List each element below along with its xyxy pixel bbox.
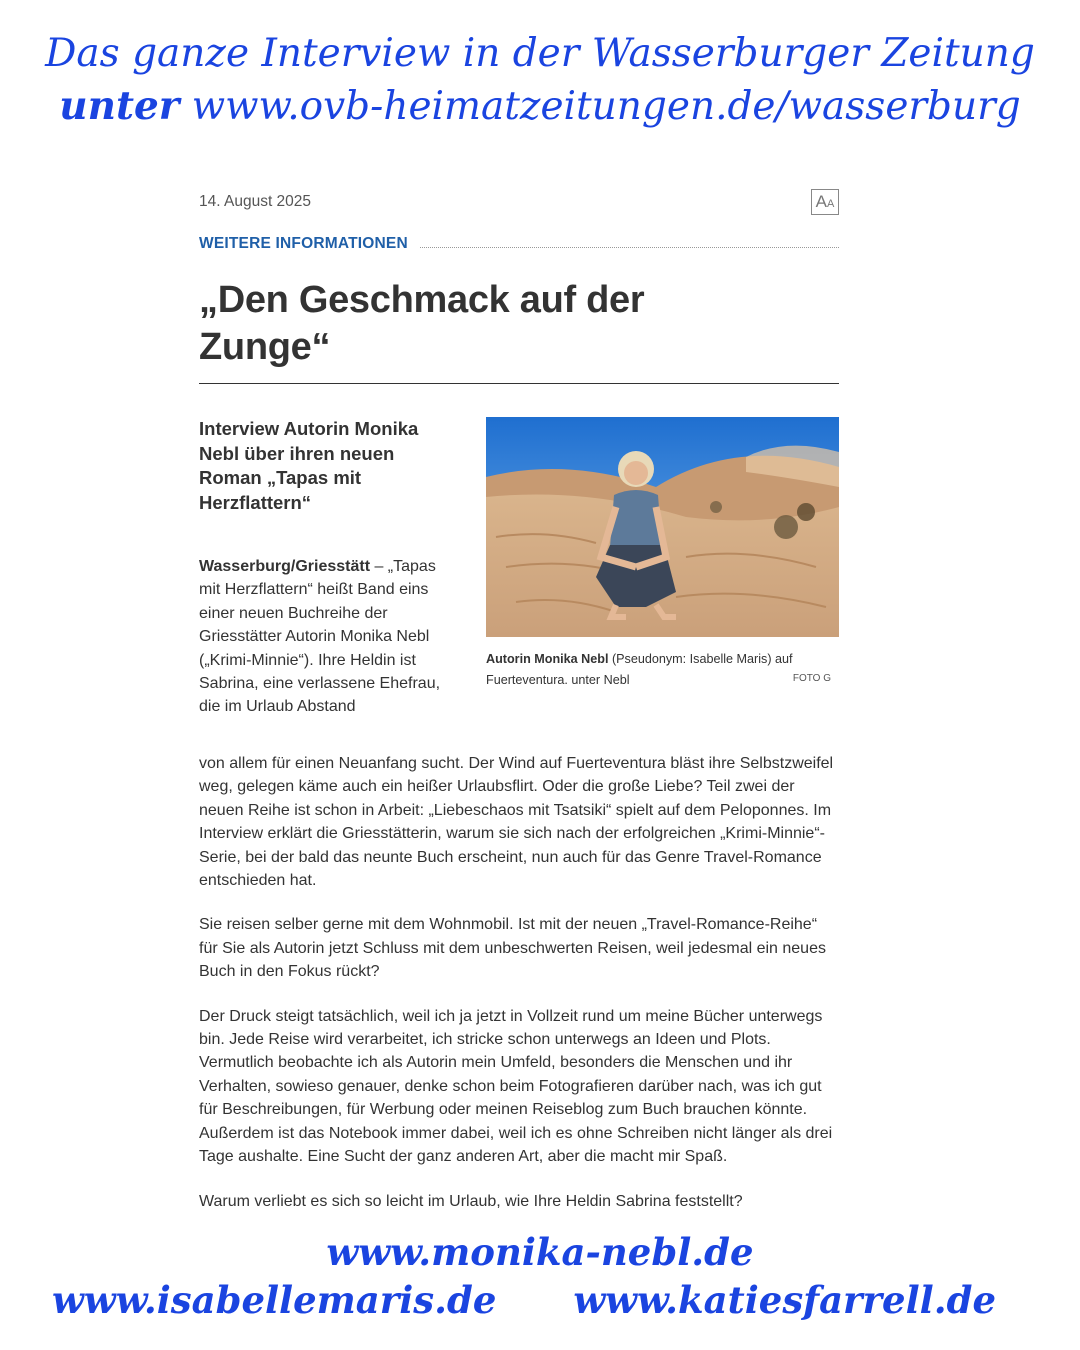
- link-monika-nebl[interactable]: www.monika-nebl.de: [326, 1230, 754, 1274]
- newspaper-article: [199, 185, 839, 1213]
- article-headline: „Den Geschmack auf der Zunge“: [199, 279, 645, 368]
- article-top-section: [199, 417, 839, 752]
- lead-continuation: von allem für einen Neuanfang sucht. Der Wind auf Fuerteventura bläst ihre Selbstzweifel weg, gelegen käme auch ein heißer Urlaubsflirt. Oder die große Liebe? Teil zwei der neuen Reihe ist schon in Arbeit: „Liebeschaos mit Tsatsiki“ spielt auf dem Peloponnes. Im Interview erklärt die Griesstätterin, warum sie sich nach der erfolgreichen „Krimi-Minnie“-Serie, bei der bald das neunte Buch erscheint, nun auch für das Genre Travel-Romance entschieden hat.: [199, 755, 834, 890]
- footer-link-row: [0, 1276, 1080, 1324]
- beach-dune-image: [486, 417, 839, 637]
- interview-question-1: Sie reisen selber gerne mit dem Wohnmobil. Ist mit der neuen „Travel-Romance-Reihe“ für Sie als Autorin jetzt Schluss mit dem unbeschwerten Reisen, weil jedesmal ein neues Buch in den Fokus rückt?: [199, 916, 826, 981]
- photo-credit: FOTO G: [792, 673, 831, 684]
- promo-unter: unter: [59, 83, 180, 129]
- font-size-icon[interactable]: AA: [811, 189, 839, 215]
- link-isabellemaris[interactable]: www.isabellemaris.de: [52, 1278, 497, 1322]
- article-meta: [199, 185, 839, 221]
- author-photo: [486, 417, 839, 637]
- photo-caption: Autorin Monika Nebl (Pseudonym: Isabelle Maris) auf Fuerteventura. unter Nebl FOTO G: [486, 649, 839, 690]
- interview-question-2: Warum verliebt es sich so leicht im Urlaub, wie Ihre Heldin Sabrina feststellt?: [199, 1192, 743, 1210]
- article-body: [199, 752, 839, 1213]
- section-header: [199, 233, 839, 255]
- promo-header: [0, 28, 1080, 133]
- promo-line-2: [0, 80, 1080, 133]
- section-label: WEITERE INFORMATIONEN: [199, 235, 408, 252]
- interview-answer-1: Der Druck steigt tatsächlich, weil ich ja jetzt in Vollzeit rund um meine Bücher unterwegs bin. Jede Reise wird verarbeitet, ich stricke schon unterwegs an Ideen und Plots. Vermutlich beobachte ich als Autorin mein Umfeld, besonders die Menschen und ihr Verhalten, sowieso genauer, denke schon beim Fotografieren darüber nach, was ich gut für Beschreibungen, für Werbung oder meinen Reiseblog zum Buch brauchen könnte. Außerdem ist das Notebook immer dabei, weil ich es ohne Schreiben nicht länger als drei Tage aushalte. Eine Sucht der ganz anderen Art, aber die macht mir Spaß.: [199, 1007, 833, 1166]
- promo-line-1: Das ganze Interview in der Wasserburger Zeitung: [45, 31, 1035, 76]
- article-lead: Wasserburg/Griesstätt – „Tapas mit Herzflattern“ heißt Band eins einer neuen Buchreihe der Griesstätter Autorin Monika Nebl („Krimi-Minnie“). Ihre Heldin ist Sabrina, eine verlassene Ehefrau, die im Urlaub Abstand: [199, 558, 441, 716]
- section-divider: [420, 247, 839, 248]
- link-katiesfarrell[interactable]: www.katiesfarrell.de: [573, 1278, 996, 1322]
- dateline: Wasserburg/Griesstätt: [199, 558, 371, 575]
- caption-author: Autorin Monika Nebl: [486, 652, 609, 666]
- promo-url[interactable]: www.ovb-heimatzeitungen.de/wasserburg: [191, 84, 1021, 129]
- article-date: 14. August 2025: [199, 193, 312, 210]
- left-column: [199, 417, 461, 719]
- headline-rule: [199, 383, 839, 384]
- article-subhead: Interview Autorin Monika Nebl über ihren neuen Roman „Tapas mit Herzflattern“: [199, 418, 419, 513]
- footer-links: [0, 1228, 1080, 1324]
